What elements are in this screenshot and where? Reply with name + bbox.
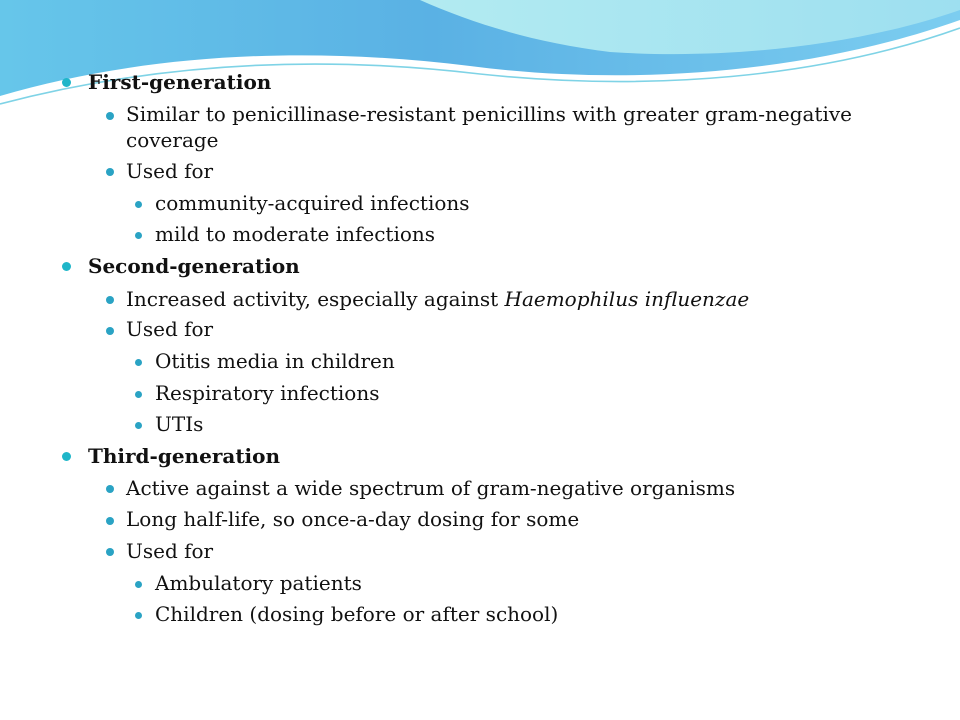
second-generation-heading: Second-generation [88, 254, 300, 278]
second-generation-item [126, 286, 749, 312]
first-generation-used-for: Used for [126, 159, 214, 183]
bullet-icon [135, 391, 142, 398]
first-generation-item: Similar to penicillinase-resistant penicillins with greater gram-negative coverage [126, 102, 852, 152]
bullet-icon [62, 78, 71, 87]
bullet-icon [106, 168, 114, 176]
bullet-icon [135, 232, 142, 239]
bullet-icon [135, 359, 142, 366]
first-generation-heading: First-generation [88, 70, 272, 94]
bullet-icon [135, 612, 142, 619]
bullet-icon [135, 422, 142, 429]
bullet-icon [62, 452, 71, 461]
first-generation-use: mild to moderate infections [155, 222, 436, 246]
third-generation-use: Children (dosing before or after school) [155, 602, 559, 626]
bullet-icon [106, 327, 114, 335]
bullet-icon [62, 262, 71, 271]
bullet-icon [106, 485, 114, 493]
bullet-icon [106, 112, 114, 120]
third-generation-used-for: Used for [126, 539, 214, 563]
bullet-icon [106, 296, 114, 304]
bullet-icon [106, 548, 114, 556]
second-generation-item-text: Increased activity, especially against [126, 287, 505, 311]
organism-name: Haemophilus influenzae [504, 287, 750, 311]
bullet-icon [135, 581, 142, 588]
second-generation-use: UTIs [155, 412, 204, 436]
third-generation-item: Long half-life, so once-a-day dosing for some [126, 507, 580, 531]
bullet-icon [106, 517, 114, 525]
second-generation-use: Otitis media in children [155, 349, 395, 373]
second-generation-used-for: Used for [126, 317, 214, 341]
second-generation-use: Respiratory infections [155, 381, 380, 405]
bullet-icon [135, 201, 142, 208]
first-generation-use: community-acquired infections [155, 191, 470, 215]
third-generation-heading: Third-generation [88, 444, 281, 468]
third-generation-item: Active against a wide spectrum of gram-negative organisms [126, 476, 736, 500]
third-generation-use: Ambulatory patients [155, 571, 362, 595]
